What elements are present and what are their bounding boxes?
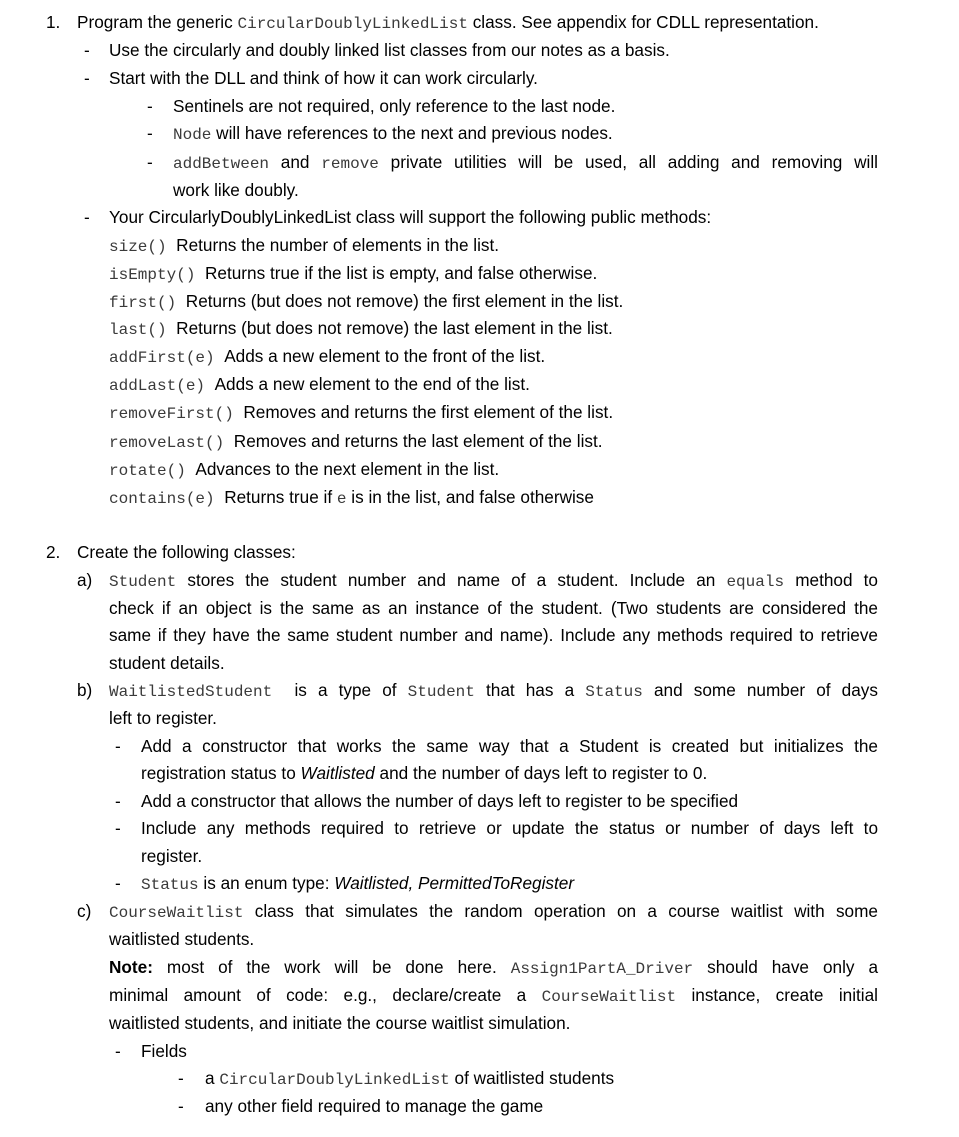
field-1-text-2: of waitlisted students xyxy=(449,1068,615,1088)
method-description: Adds a new element to the front of the list. xyxy=(224,346,546,366)
item-2b-bullet-3-line-2: register. xyxy=(141,846,203,866)
item-2-number: 2. xyxy=(46,542,61,562)
bullet-dash: - xyxy=(115,736,121,756)
item-2a-line-4: student details. xyxy=(109,653,225,673)
sub-bullet-dash: - xyxy=(147,152,153,172)
item-2b-bullet-2: Add a constructor that allows the number of days left to register to be specified xyxy=(141,791,739,811)
method-contains xyxy=(109,487,594,509)
method-signature: addLast(e) xyxy=(109,377,206,395)
method-signature: addFirst(e) xyxy=(109,349,215,367)
method-removefirst xyxy=(109,402,613,424)
student-code: Student xyxy=(109,573,177,591)
item-1-number: 1. xyxy=(46,12,61,32)
bullet-dash: - xyxy=(84,40,90,60)
note-line-2-text-2: instance, create initial xyxy=(676,985,878,1005)
item-1-bullet-2: Start with the DLL and think of how it can work circularly. xyxy=(109,68,538,88)
method-signature: contains(e) xyxy=(109,490,215,508)
bullet-dash: - xyxy=(115,1041,121,1061)
method-description: Advances to the next element in the list. xyxy=(195,459,500,479)
item-1-class-name: CircularDoublyLinkedList xyxy=(237,15,468,33)
item-1-bullet-1: Use the circularly and doubly linked list classes from our notes as a basis. xyxy=(109,40,670,60)
bullet-dash: - xyxy=(84,207,90,227)
method-removelast xyxy=(109,431,603,453)
sub-bullet-dash: - xyxy=(178,1096,184,1116)
field-2: any other field required to manage the game xyxy=(205,1096,544,1116)
method-description: Returns the number of elements in the list. xyxy=(176,235,500,255)
method-signature: rotate() xyxy=(109,462,186,480)
method-description: Removes and returns the first element of the list. xyxy=(243,402,614,422)
sub-bullet-dash: - xyxy=(178,1068,184,1088)
method-signature: isEmpty() xyxy=(109,266,196,284)
method-isempty xyxy=(109,263,597,285)
method-description: Removes and returns the last element of the list. xyxy=(233,431,603,451)
item-2b-bullet-1-text: registration status to xyxy=(141,763,301,783)
item-2c-line-1 xyxy=(109,901,878,923)
sub-bullet-sentinels: Sentinels are not required, only reference to the last node. xyxy=(173,96,616,116)
method-description: Returns (but does not remove) the last element in the list. xyxy=(176,318,613,338)
bullet-dash: - xyxy=(115,873,121,893)
node-code: Node xyxy=(173,126,212,144)
addbetween-code: addBetween xyxy=(173,155,270,173)
bullet-dash: - xyxy=(115,791,121,811)
method-description: Adds a new element to the end of the list. xyxy=(214,374,530,394)
item-2b-text-3: and some number of days xyxy=(642,680,878,700)
note-line-2-text: minimal amount of code: e.g., declare/create a xyxy=(109,985,542,1005)
sub-bullet-node xyxy=(173,123,613,145)
enum-values: Waitlisted, PermittedToRegister xyxy=(334,873,575,893)
method-param-code: e xyxy=(336,490,347,508)
note-text-2: should have only a xyxy=(693,957,878,977)
coursewaitlist-code: CourseWaitlist xyxy=(541,988,677,1006)
method-description: Returns true if xyxy=(224,487,337,507)
method-addfirst xyxy=(109,346,545,368)
utilities-text: private utilities will be used, all adding and removing will xyxy=(378,152,878,172)
method-rotate xyxy=(109,459,499,481)
fields-label: Fields xyxy=(141,1041,187,1061)
bullet-dash: - xyxy=(115,818,121,838)
item-2a-line-2: check if an object is the same as an instance of the student. (Two students are considered the xyxy=(109,598,878,618)
item-2c-text: class that simulates the random operation on a course waitlist with some xyxy=(243,901,878,921)
node-text: will have references to the next and previous nodes. xyxy=(211,123,613,143)
item-2b-line-1 xyxy=(109,680,878,702)
method-signature: size() xyxy=(109,238,167,256)
item-2b-bullet-1-text-2: and the number of days left to register to 0. xyxy=(374,763,708,783)
item-2c-label: c) xyxy=(77,901,92,921)
method-last xyxy=(109,318,613,340)
sub-bullet-dash: - xyxy=(147,123,153,143)
item-2b-bullet-1-line-2 xyxy=(141,763,707,783)
waitlisted-emphasis: Waitlisted xyxy=(300,763,375,783)
waitlistedstudent-code: WaitlistedStudent xyxy=(109,683,273,701)
sub-bullet-dash: - xyxy=(147,96,153,116)
note-label: Note: xyxy=(109,957,153,977)
note-line-2 xyxy=(109,985,878,1007)
cdll-code: CircularDoublyLinkedList xyxy=(219,1071,450,1089)
item-2b-label: b) xyxy=(77,680,93,700)
bullet-dash: - xyxy=(84,68,90,88)
method-first xyxy=(109,291,623,313)
field-1 xyxy=(205,1068,614,1090)
method-signature: removeFirst() xyxy=(109,405,234,423)
item-2c-line-2: waitlisted students. xyxy=(109,929,255,949)
methods-intro: Your CircularlyDoublyLinkedList class will support the following public methods: xyxy=(109,207,712,227)
method-description: Returns (but does not remove) the first element in the list. xyxy=(185,291,624,311)
method-signature: removeLast() xyxy=(109,434,225,452)
item-2b-bullet-4 xyxy=(141,873,574,895)
and-text: and xyxy=(269,152,322,172)
method-description: Returns true if the list is empty, and false otherwise. xyxy=(204,263,598,283)
field-1-text: a xyxy=(205,1068,220,1088)
note-line-3: waitlisted students, and initiate the course waitlist simulation. xyxy=(109,1013,571,1033)
item-2-heading: Create the following classes: xyxy=(77,542,296,562)
item-2b-bullet-1-line-1: Add a constructor that works the same way that a Student is created but initializes the xyxy=(141,736,878,756)
item-2b-text-2: that has a xyxy=(474,680,586,700)
item-1-heading-text: Program the generic xyxy=(77,12,238,32)
item-2a-line-3: same if they have the same student number and name). Include any methods required to retrieve xyxy=(109,625,878,645)
item-2b-bullet-3-line-1: Include any methods required to retrieve or update the status or number of days left to xyxy=(141,818,878,838)
status-code: Status xyxy=(141,876,199,894)
method-signature: first() xyxy=(109,294,177,312)
equals-code: equals xyxy=(726,573,785,591)
student-code: Student xyxy=(407,683,475,701)
item-2a-text-2: method to xyxy=(784,570,878,590)
sub-bullet-utilities-line-2: work like doubly. xyxy=(173,180,299,200)
coursewaitlist-code: CourseWaitlist xyxy=(109,904,244,922)
item-2a-label: a) xyxy=(77,570,93,590)
enum-text: is an enum type: xyxy=(198,873,335,893)
remove-code: remove xyxy=(321,155,379,173)
item-2a-line-1 xyxy=(109,570,878,592)
item-1-heading-text-2: class. See appendix for CDLL representation. xyxy=(467,12,819,32)
method-signature: last() xyxy=(109,321,167,339)
note-line-1 xyxy=(109,957,878,979)
sub-bullet-utilities xyxy=(173,152,878,174)
item-2b-line-2: left to register. xyxy=(109,708,217,728)
method-size xyxy=(109,235,499,257)
note-text: most of the work will be done here. xyxy=(152,957,511,977)
item-1-heading xyxy=(77,12,819,34)
method-addlast xyxy=(109,374,530,396)
item-2b-text: is a type of xyxy=(272,680,408,700)
item-2a-text: stores the student number and name of a student. Include an xyxy=(176,570,727,590)
driver-code: Assign1PartA_Driver xyxy=(510,960,694,978)
method-description-2: is in the list, and false otherwise xyxy=(346,487,594,507)
status-code: Status xyxy=(585,683,643,701)
